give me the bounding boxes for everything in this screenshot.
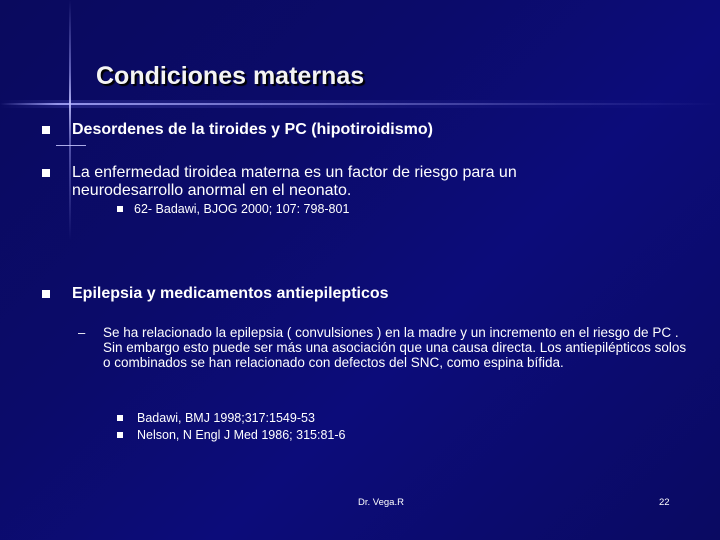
- slide-title: Condiciones maternas: [96, 62, 365, 90]
- bullet-item-epilepsy: Epilepsia y medicamentos antiepilepticos: [72, 285, 389, 302]
- bullet-item-maternal-thyroid-disease: La enfermedad tiroidea materna es un factor de riesgo para un neurodesarrollo anormal en el neonato.: [72, 164, 517, 199]
- bullet-square: [42, 126, 50, 134]
- bullet-item-thyroid: Desordenes de la tiroides y PC (hipotiroidismo): [72, 121, 433, 138]
- bullet-square: [42, 169, 50, 177]
- reference-badawi-bjog: 62- Badawi, BJOG 2000; 107: 798-801: [134, 202, 350, 216]
- decor-vertical-line: [69, 0, 71, 240]
- reference-nelson-nejm: Nelson, N Engl J Med 1986; 315:81-6: [137, 428, 346, 442]
- bullet-square-small: [117, 415, 123, 421]
- dash-marker: –: [78, 325, 86, 340]
- decor-cross-line: [56, 145, 86, 146]
- bullet-square-small: [117, 432, 123, 438]
- bullet-square-small: [117, 206, 123, 212]
- bullet-square: [42, 290, 50, 298]
- slide-number: 22: [659, 497, 670, 508]
- decor-horizontal-line: [0, 103, 720, 105]
- reference-badawi-bmj: Badawi, BMJ 1998;317:1549-53: [137, 411, 315, 425]
- footer-author: Dr. Vega.R: [358, 497, 404, 508]
- epilepsy-paragraph: Se ha relacionado la epilepsia ( convulsiones ) en la madre y un incremento en el riesgo de PC . Sin embargo esto puede ser más una asociación que una causa directa. Los antiepilépticos solos o combinados se han relacionado con defectos del SNC, como espina bífida.: [103, 325, 687, 370]
